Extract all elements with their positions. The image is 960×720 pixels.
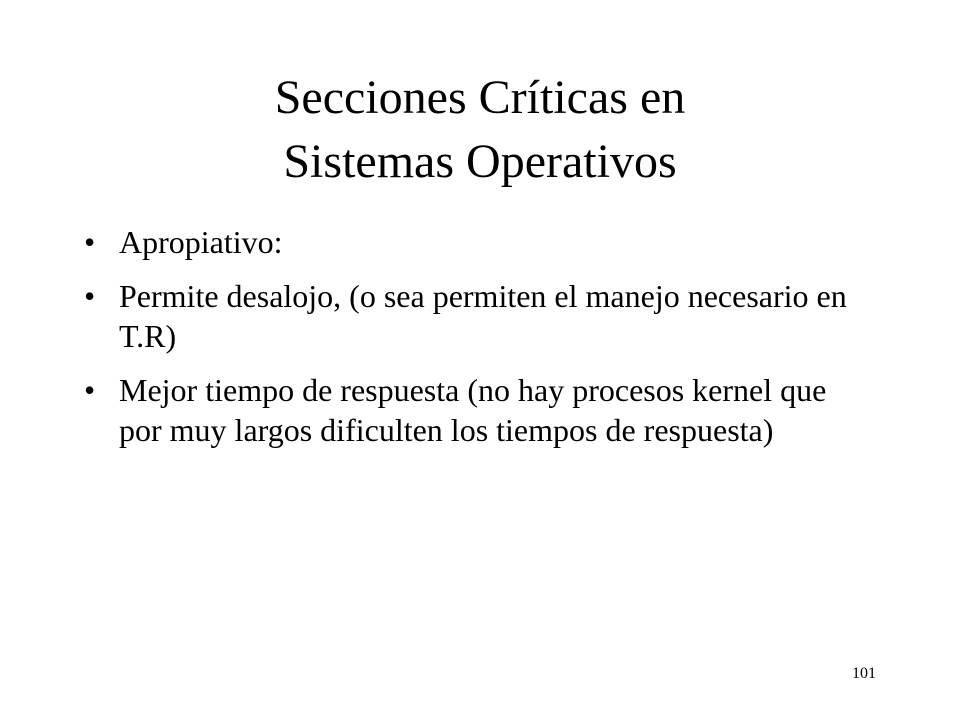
bullet-list	[84, 222, 874, 464]
bullet-item-apropiativo	[84, 222, 874, 262]
slide-title-line-1: Secciones Críticas en	[274, 71, 686, 124]
bullet-marker: •	[84, 224, 96, 260]
bullet-marker: •	[84, 278, 96, 314]
page-number: 101	[852, 665, 876, 682]
bullet-item-tiempo-respuesta	[84, 370, 874, 450]
slide-title	[60, 66, 900, 194]
slide-title-line-2: Sistemas Operativos	[283, 135, 677, 188]
bullet-text: Apropiativo:	[119, 224, 283, 260]
bullet-text: Permite desalojo, (o sea permiten el manejo necesario en T.R)	[119, 278, 847, 354]
bullet-text: Mejor tiempo de respuesta (no hay procesos kernel que por muy largos dificulten los tiempos de respuesta)	[119, 372, 827, 448]
bullet-item-desalojo	[84, 276, 874, 356]
bullet-marker: •	[84, 372, 96, 408]
